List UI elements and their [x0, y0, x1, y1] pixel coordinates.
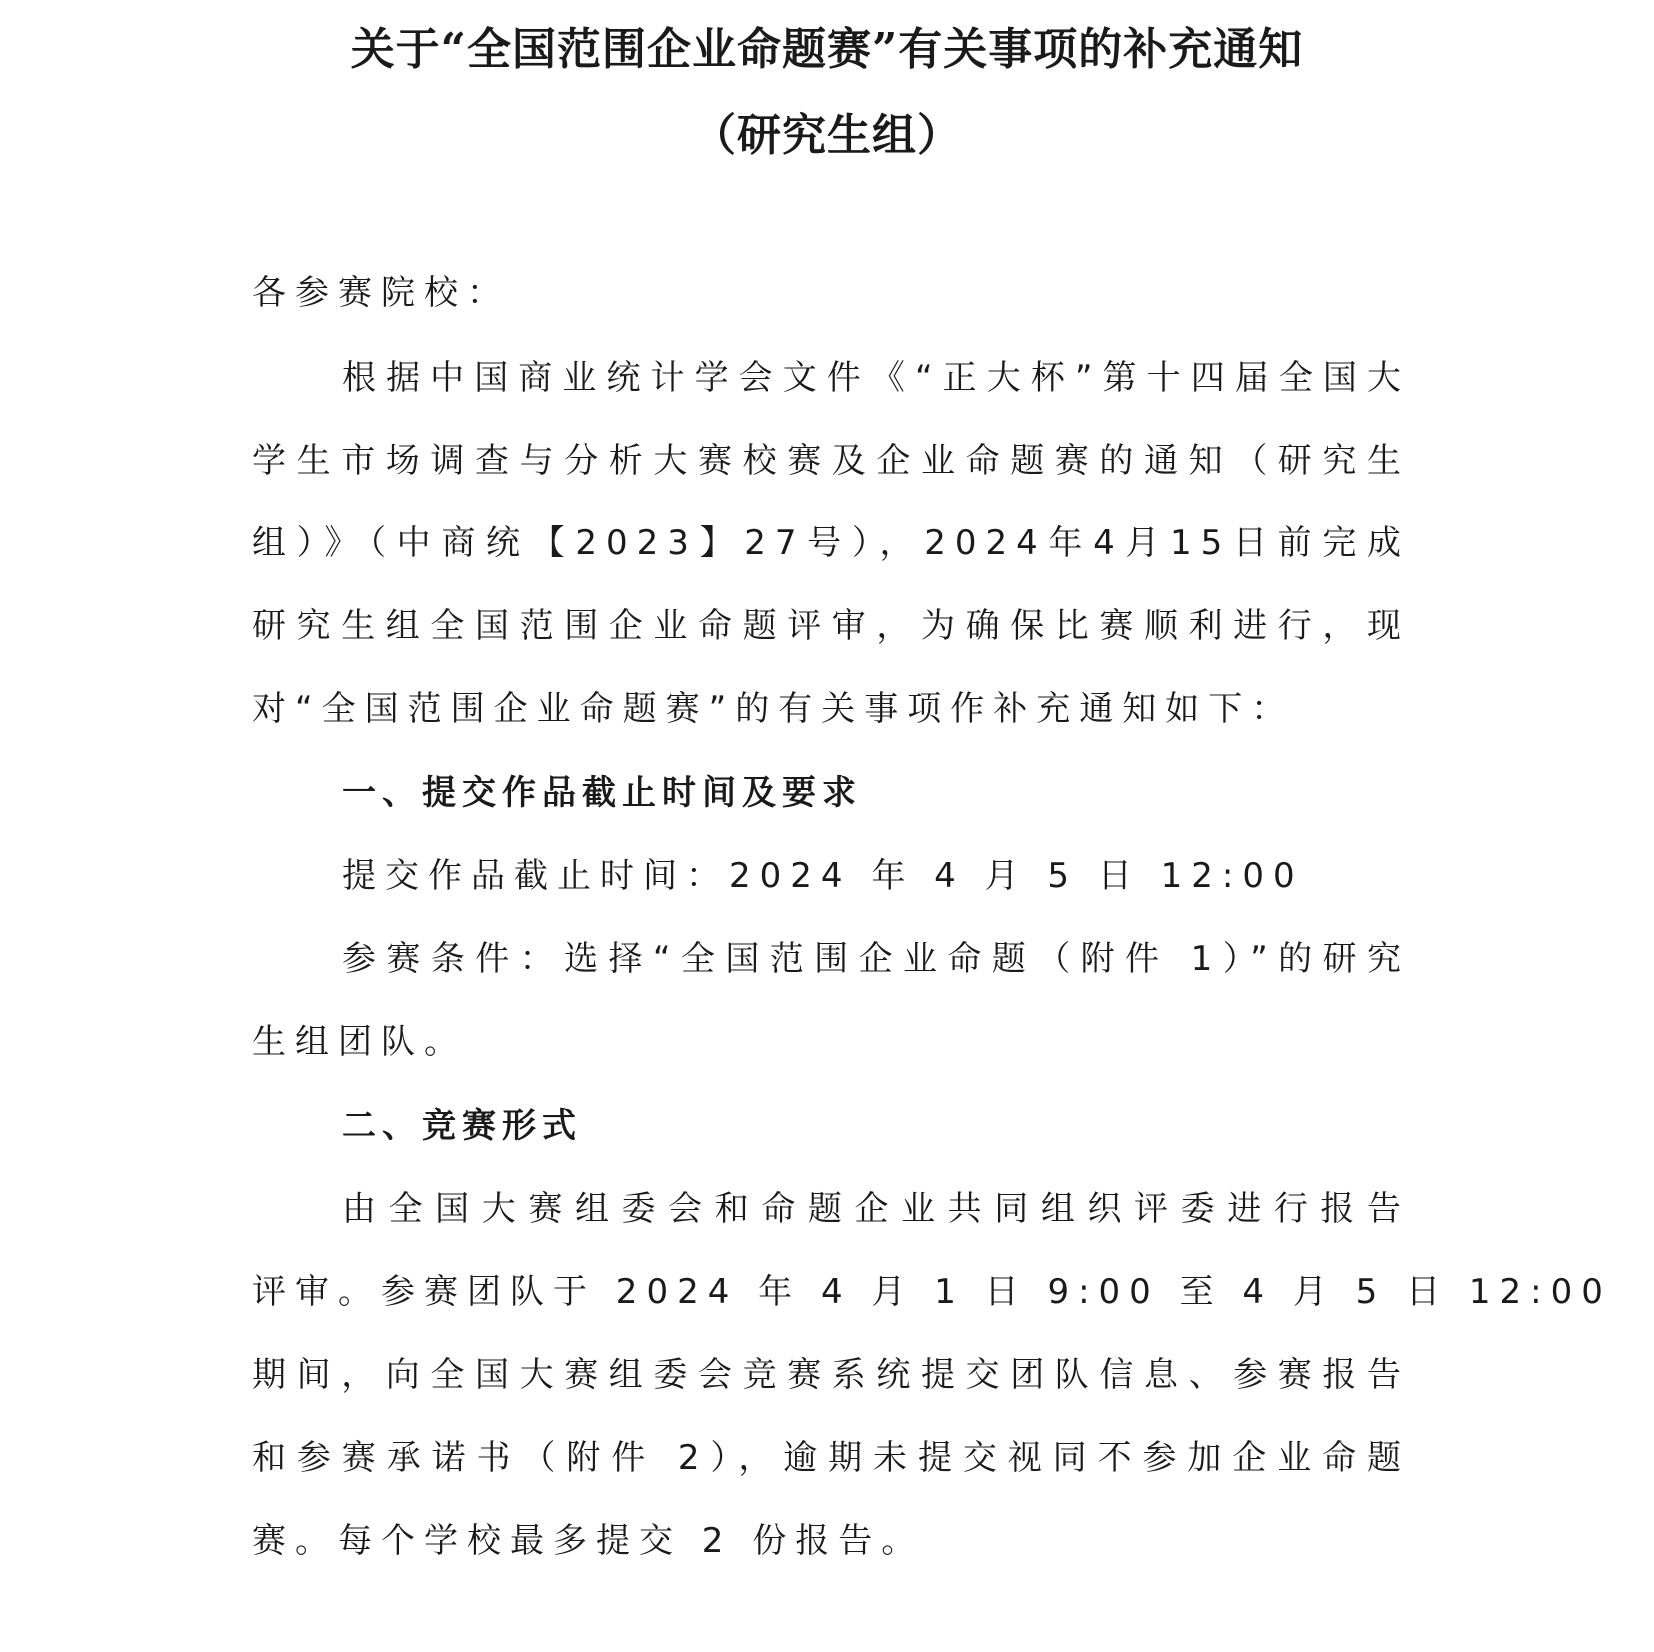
section-2-line: 评审。参赛团队于 2024 年 4 月 1 日 9:00 至 4 月 5 日 12:00	[252, 1272, 1612, 1312]
section-2-line: 赛。每个学校最多提交 2 份报告。	[252, 1521, 925, 1561]
section-2-line: 期间，向全国大赛组委会竞赛系统提交团队信息、参赛报告	[252, 1355, 1410, 1395]
intro-line: 研究生组全国范围企业命题评审，为确保比赛顺利进行，现	[252, 606, 1410, 646]
intro-line: 学生市场调查与分析大赛校赛及企业命题赛的通知（研究生	[252, 441, 1410, 481]
section-2-line: 由全国大赛组委会和命题企业共同组织评委进行报告	[342, 1189, 1410, 1229]
salutation: 各参赛院校：	[252, 273, 510, 313]
section-2-heading: 二、竞赛形式	[342, 1106, 582, 1146]
section-1-heading: 一、提交作品截止时间及要求	[342, 773, 862, 813]
section-1-deadline: 提交作品截止时间：2024 年 4 月 5 日 12:00	[342, 856, 1304, 896]
intro-line: 根据中国商业统计学会文件《“正大杯”第十四届全国大	[342, 358, 1410, 398]
document-title-line-2: （研究生组）	[692, 110, 962, 161]
section-2-line: 和参赛承诺书（附件 2），逾期未提交视同不参加企业命题	[252, 1438, 1410, 1478]
section-1-condition-line: 参赛条件：选择“全国范围企业命题（附件 1）”的研究	[342, 939, 1410, 979]
section-1-condition-line: 生组团队。	[252, 1022, 467, 1062]
document-title-line-1: 关于“全国范围企业命题赛”有关事项的补充通知	[350, 24, 1304, 75]
intro-line: 对“全国范围企业命题赛”的有关事项作补充通知如下：	[252, 689, 1295, 729]
intro-line: 组）》（中商统【2023】27号），2024年4月15日前完成	[252, 523, 1410, 563]
